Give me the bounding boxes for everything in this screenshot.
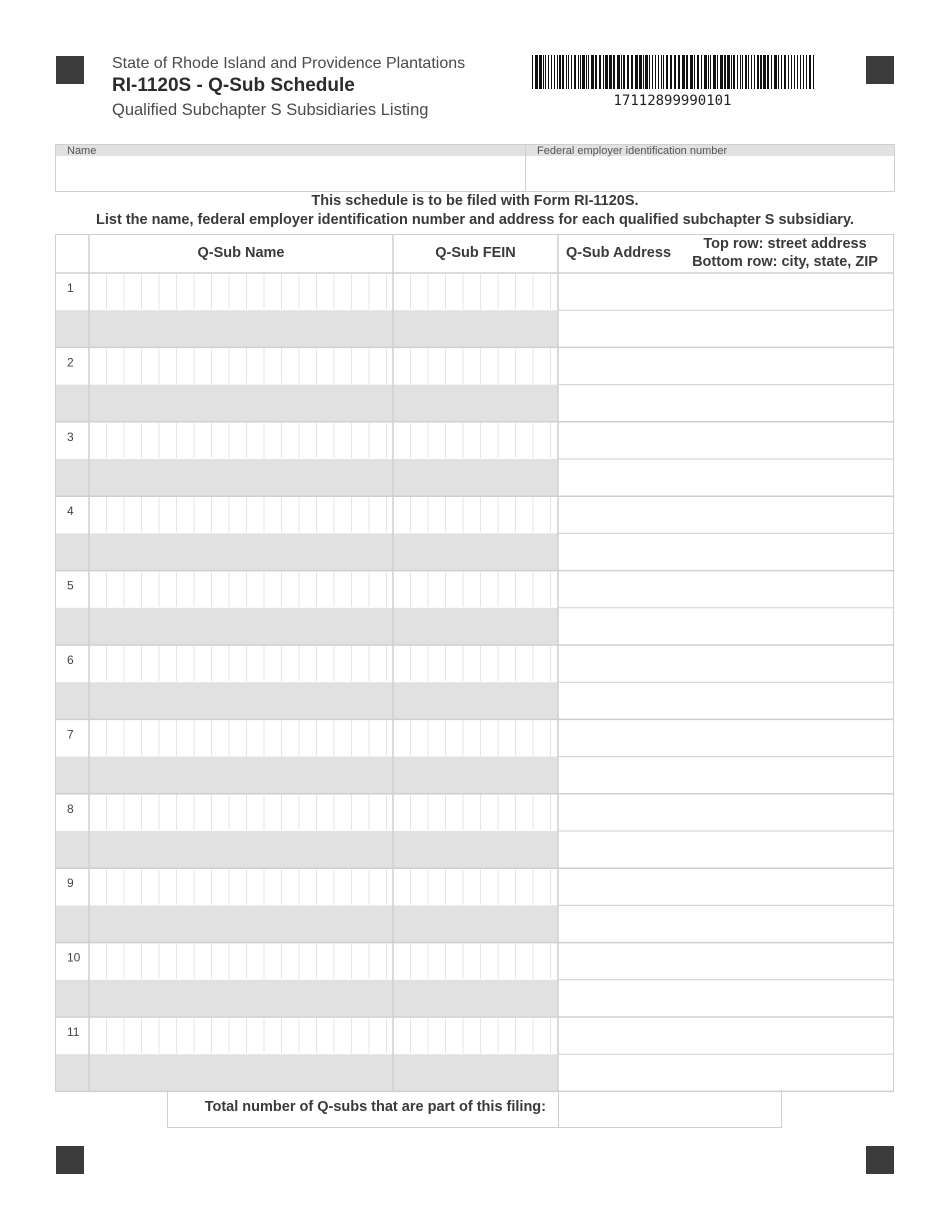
qsub-city-state-zip-input[interactable] bbox=[558, 1054, 894, 1091]
barcode-bar bbox=[757, 55, 759, 89]
barcode-bar bbox=[586, 55, 587, 89]
qsub-city-state-zip-input[interactable] bbox=[558, 757, 894, 794]
col-header-name: Q-Sub Name bbox=[197, 245, 285, 261]
barcode-bar bbox=[613, 55, 615, 89]
barcode-bar bbox=[535, 55, 538, 89]
qsub-fein-input[interactable] bbox=[393, 273, 558, 347]
qsub-fein-input[interactable] bbox=[393, 719, 558, 793]
qsub-city-state-zip-input[interactable] bbox=[558, 608, 894, 645]
row-number: 9 bbox=[67, 876, 74, 891]
row-number: 8 bbox=[67, 801, 74, 816]
barcode-bar bbox=[720, 55, 723, 89]
barcode-bar bbox=[803, 55, 804, 89]
qsub-name-input[interactable] bbox=[89, 868, 393, 942]
row-number: 7 bbox=[67, 727, 74, 742]
barcode-bar bbox=[704, 55, 707, 89]
barcode-bar bbox=[686, 55, 688, 89]
col-header-address: Q-Sub Address bbox=[566, 245, 672, 261]
barcode-bar bbox=[710, 55, 711, 89]
qsub-street-input[interactable] bbox=[558, 645, 894, 682]
barcode-bar bbox=[781, 55, 782, 89]
barcode-bar bbox=[649, 55, 650, 89]
barcode-bar bbox=[595, 55, 597, 89]
qsub-street-input[interactable] bbox=[558, 496, 894, 533]
barcode-bar bbox=[774, 55, 777, 89]
barcode-bar bbox=[748, 55, 749, 89]
registration-mark-top-right bbox=[866, 56, 894, 84]
barcode-bar bbox=[566, 55, 567, 89]
fein-field[interactable] bbox=[525, 144, 895, 192]
registration-mark-bottom-left bbox=[56, 1146, 84, 1174]
barcode-bar bbox=[571, 55, 572, 89]
row-number: 5 bbox=[67, 578, 74, 593]
qsub-street-input[interactable] bbox=[558, 868, 894, 905]
barcode-bar bbox=[794, 55, 795, 89]
qsub-street-input[interactable] bbox=[558, 794, 894, 831]
barcode-bar bbox=[670, 55, 672, 89]
barcode-bar bbox=[690, 55, 693, 89]
qsub-table bbox=[55, 234, 896, 1134]
name-label-bar bbox=[56, 145, 525, 156]
fein-label: Federal employer identification number bbox=[537, 145, 728, 157]
barcode-bar bbox=[760, 55, 762, 89]
barcode-bar bbox=[663, 55, 664, 89]
qsub-fein-input[interactable] bbox=[393, 496, 558, 570]
barcode-bar bbox=[643, 55, 644, 89]
row-number: 6 bbox=[67, 653, 74, 667]
barcode-bar bbox=[551, 55, 552, 89]
qsub-name-input[interactable] bbox=[89, 347, 393, 421]
qsub-fein-input[interactable] bbox=[393, 1017, 558, 1091]
qsub-name-input[interactable] bbox=[89, 422, 393, 496]
barcode-bar bbox=[751, 55, 752, 89]
qsub-street-input[interactable] bbox=[558, 1017, 894, 1054]
row-number: 3 bbox=[67, 429, 74, 444]
state-name: State of Rhode Island and Providence Plantations bbox=[112, 55, 466, 72]
registration-mark-bottom-right bbox=[866, 1146, 894, 1174]
barcode-bar bbox=[554, 55, 555, 89]
qsub-name-input[interactable] bbox=[89, 645, 393, 719]
barcode-bar bbox=[582, 55, 585, 89]
barcode-bar bbox=[745, 55, 747, 89]
qsub-street-input[interactable] bbox=[558, 422, 894, 459]
qsub-name-input[interactable] bbox=[89, 943, 393, 1017]
qsub-city-state-zip-input[interactable] bbox=[558, 682, 894, 719]
barcode-bar bbox=[655, 55, 656, 89]
barcode-bar bbox=[737, 55, 738, 89]
barcode-bar bbox=[574, 55, 576, 89]
barcode-bar bbox=[603, 55, 604, 89]
barcode-bar bbox=[754, 55, 755, 89]
barcode-bar bbox=[559, 55, 561, 89]
qsub-fein-input[interactable] bbox=[393, 422, 558, 496]
qsub-fein-input[interactable] bbox=[393, 794, 558, 868]
form-title: RI-1120S - Q-Sub Schedule bbox=[112, 75, 355, 96]
qsub-city-state-zip-input[interactable] bbox=[558, 310, 894, 347]
registration-mark-top-left bbox=[56, 56, 84, 84]
barcode-bar bbox=[701, 55, 702, 89]
form-subtitle: Qualified Subchapter S Subsidiaries Listing bbox=[112, 101, 429, 119]
qsub-city-state-zip-input[interactable] bbox=[558, 459, 894, 496]
barcode-bar bbox=[778, 55, 779, 89]
barcode-bar bbox=[800, 55, 801, 89]
qsub-name-input[interactable] bbox=[89, 496, 393, 570]
barcode-bar bbox=[806, 55, 807, 89]
qsub-street-input[interactable] bbox=[558, 347, 894, 384]
barcode-bar bbox=[580, 55, 581, 89]
barcode-number: 17112899990101 bbox=[613, 93, 732, 109]
barcode-bar bbox=[635, 55, 638, 89]
qsub-fein-input[interactable] bbox=[393, 645, 558, 719]
barcode-bar bbox=[763, 55, 766, 89]
barcode-bar bbox=[539, 55, 542, 89]
barcode-bar bbox=[557, 55, 558, 89]
qsub-fein-input[interactable] bbox=[393, 943, 558, 1017]
barcode-bar bbox=[771, 55, 772, 89]
barcode-bar bbox=[731, 55, 732, 89]
barcode-bar bbox=[548, 55, 549, 89]
qsub-name-input[interactable] bbox=[89, 273, 393, 347]
qsub-fein-input[interactable] bbox=[393, 571, 558, 645]
qsub-city-state-zip-input[interactable] bbox=[558, 905, 894, 942]
barcode-bar bbox=[708, 55, 709, 89]
total-label: Total number of Q-subs that are part of this filing: bbox=[204, 1099, 546, 1115]
barcode-bar bbox=[627, 55, 629, 89]
barcode-bar bbox=[639, 55, 642, 89]
barcode-bar bbox=[652, 55, 653, 89]
barcode-bar bbox=[578, 55, 579, 89]
barcode-bar bbox=[605, 55, 608, 89]
barcode-bar bbox=[813, 55, 814, 89]
barcode-bar bbox=[674, 55, 676, 89]
barcode-bar bbox=[631, 55, 633, 89]
barcode-bar bbox=[791, 55, 792, 89]
barcode-bar bbox=[543, 55, 544, 89]
qsub-city-state-zip-input[interactable] bbox=[558, 385, 894, 422]
barcode-bar bbox=[591, 55, 594, 89]
qsub-city-state-zip-input[interactable] bbox=[558, 533, 894, 570]
total-input[interactable] bbox=[558, 1090, 782, 1128]
barcode-bar bbox=[788, 55, 789, 89]
name-field[interactable] bbox=[55, 144, 526, 192]
barcode-bar bbox=[678, 55, 680, 89]
address-note-top: Top row: street address bbox=[703, 236, 867, 252]
barcode-bar bbox=[727, 55, 730, 89]
qsub-fein-input[interactable] bbox=[393, 347, 558, 421]
row-number: 10 bbox=[67, 950, 81, 965]
name-label: Name bbox=[67, 145, 97, 157]
qsub-city-state-zip-input[interactable] bbox=[558, 980, 894, 1017]
qsub-name-input[interactable] bbox=[89, 794, 393, 868]
address-note-bottom: Bottom row: city, state, ZIP bbox=[692, 254, 878, 270]
qsub-name-input[interactable] bbox=[89, 571, 393, 645]
barcode-bar bbox=[733, 55, 735, 89]
barcode-bar bbox=[568, 55, 569, 89]
barcode-bar bbox=[717, 55, 718, 89]
row-number: 2 bbox=[67, 355, 74, 370]
barcode-bar bbox=[697, 55, 699, 89]
row-number: 1 bbox=[67, 281, 74, 295]
barcode-bar bbox=[713, 55, 716, 89]
barcode-bar bbox=[588, 55, 589, 89]
barcode-bar bbox=[661, 55, 662, 89]
qsub-name-input[interactable] bbox=[89, 719, 393, 793]
barcode-bar bbox=[784, 55, 786, 89]
barcode-bar bbox=[666, 55, 668, 89]
barcode-bar bbox=[532, 55, 533, 89]
barcode-bar bbox=[562, 55, 564, 89]
qsub-street-input[interactable] bbox=[558, 943, 894, 980]
col-header-fein: Q-Sub FEIN bbox=[435, 245, 516, 261]
barcode bbox=[531, 55, 817, 89]
barcode-bar bbox=[740, 55, 741, 89]
barcode-bar bbox=[623, 55, 625, 89]
barcode-bar bbox=[621, 55, 622, 89]
barcode-bar bbox=[742, 55, 743, 89]
barcode-bar bbox=[609, 55, 612, 89]
barcode-bar bbox=[797, 55, 798, 89]
barcode-bar bbox=[724, 55, 726, 89]
qsub-fein-input[interactable] bbox=[393, 868, 558, 942]
instruction-line-1: This schedule is to be filed with Form RI-1120S. bbox=[311, 193, 639, 209]
qsub-street-input[interactable] bbox=[558, 571, 894, 608]
barcode-bar bbox=[545, 55, 546, 89]
instruction-line-2: List the name, federal employer identification number and address for each qualified subchapter S subsidiary. bbox=[96, 212, 854, 228]
barcode-bar bbox=[617, 55, 620, 89]
qsub-name-input[interactable] bbox=[89, 1017, 393, 1091]
barcode-bar bbox=[599, 55, 601, 89]
total-label-box bbox=[167, 1090, 559, 1128]
qsub-street-input[interactable] bbox=[558, 719, 894, 756]
barcode-bar bbox=[767, 55, 769, 89]
qsub-street-input[interactable] bbox=[558, 273, 894, 310]
barcode-bar bbox=[645, 55, 648, 89]
barcode-bar bbox=[809, 55, 811, 89]
barcode-bar bbox=[682, 55, 685, 89]
row-number: 11 bbox=[67, 1025, 80, 1039]
row-number: 4 bbox=[67, 504, 74, 519]
barcode-bar bbox=[658, 55, 659, 89]
qsub-city-state-zip-input[interactable] bbox=[558, 831, 894, 868]
barcode-bar bbox=[694, 55, 695, 89]
